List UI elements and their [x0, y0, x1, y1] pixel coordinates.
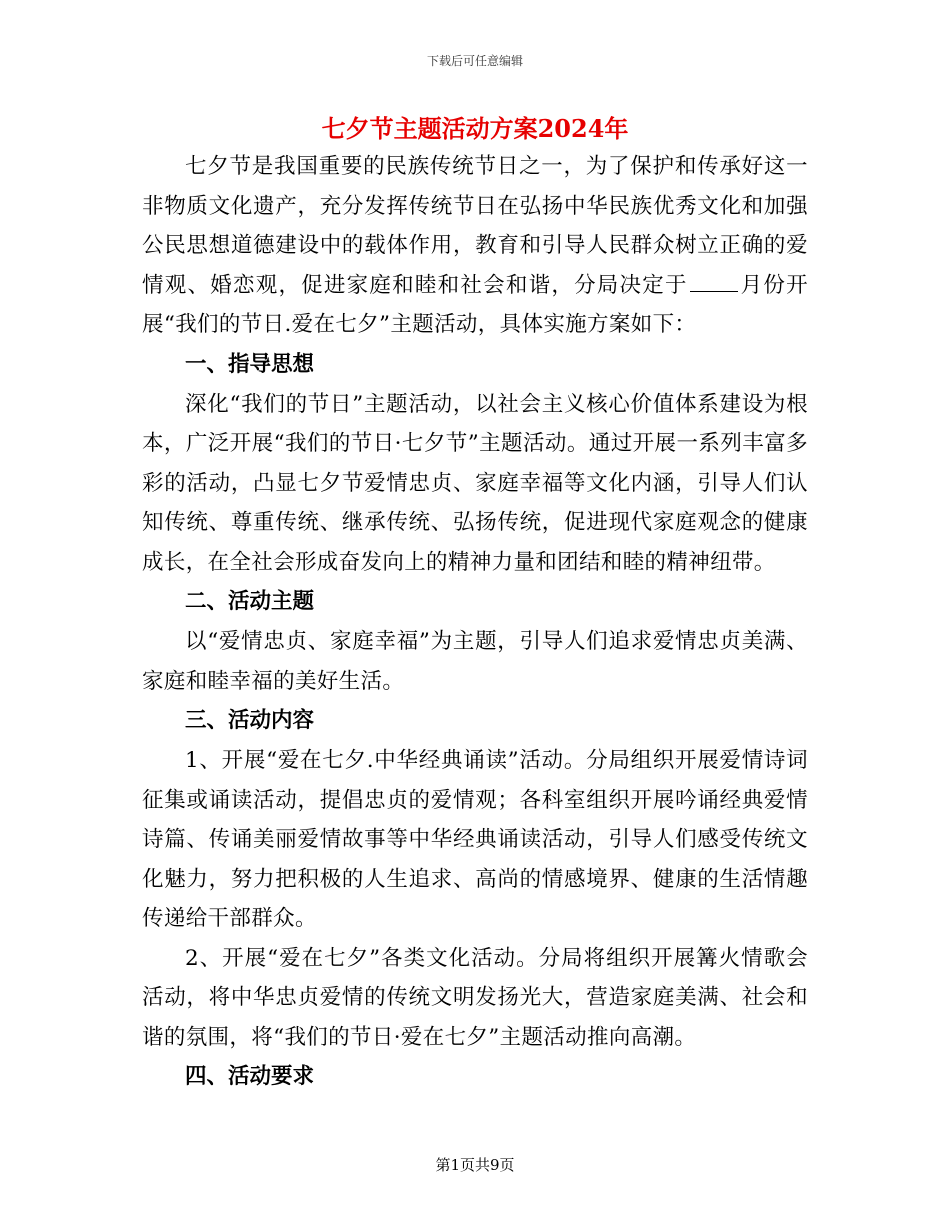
document-title: 七夕节主题活动方案2024年: [321, 114, 629, 143]
activity-content-item-1: 1、开展“爱在七夕.中华经典诵读”活动。分局组织开展爱情诗词征集或诵读活动，提倡忠贞的爱情观；各科室组织开展吟诵经典爱情诗篇、传诵美丽爱情故事等中华经典诵读活动，引导人们感受传统文化魅力，努力把积极的人生追求、高尚的情感境界、健康的生活情趣传递给干部群众。: [142, 748, 808, 931]
activity-content-item-2: 2、开展“爱在七夕”各类文化活动。分局将组织开展篝火情歌会活动，将中华忠贞爱情的传统文明发扬光大，营造家庭美满、社会和谐的氛围，将“我们的节日·爱在七夕”主题活动推向高潮。: [142, 945, 808, 1050]
section-text-guiding-thought: 深化“我们的节日”主题活动，以社会主义核心价值体系建设为根本，广泛开展“我们的节日·七夕节”主题活动。通过开展一系列丰富多彩的活动，凸显七夕节爱情忠贞、家庭幸福等文化内涵，引导人们认知传统、尊重传统、继承传统、弘扬传统，促进现代家庭观念的健康成长，在全社会形成奋发向上的精神力量和团结和睦的精神纽带。: [142, 391, 808, 575]
intro-text-after-blank: 月份开展“我们的节日.爱在七夕”主题活动，具体实施方案如下：: [142, 272, 808, 337]
section-heading-activity-theme: 二、活动主题: [185, 589, 315, 614]
document-body: [142, 147, 808, 1097]
section-text-activity-theme: 以“爱情忠贞、家庭幸福”为主题，引导人们追求爱情忠贞美满、家庭和睦幸福的美好生活。: [142, 629, 808, 694]
header-note: 下载后可任意编辑: [426, 54, 523, 68]
intro-text-before-blank: 七夕节是我国重要的民族传统节日之一，为了保护和传承好这一非物质文化遗产，充分发挥传统节日在弘扬中华民族优秀文化和加强公民思想道德建设中的载体作用，教育和引导人民群众树立正确的爱情观、婚恋观，促进家庭和睦和社会和谐，分局决定于: [142, 154, 808, 298]
intro-paragraph: [142, 147, 808, 345]
fill-in-blank: [690, 273, 738, 292]
section-heading-guiding-thought: 一、指导思想: [185, 351, 315, 377]
page-number: 第1页共9页: [435, 1156, 515, 1174]
section-heading-activity-requirements: 四、活动要求: [185, 1064, 315, 1089]
section-heading-activity-content: 三、活动内容: [185, 708, 315, 733]
